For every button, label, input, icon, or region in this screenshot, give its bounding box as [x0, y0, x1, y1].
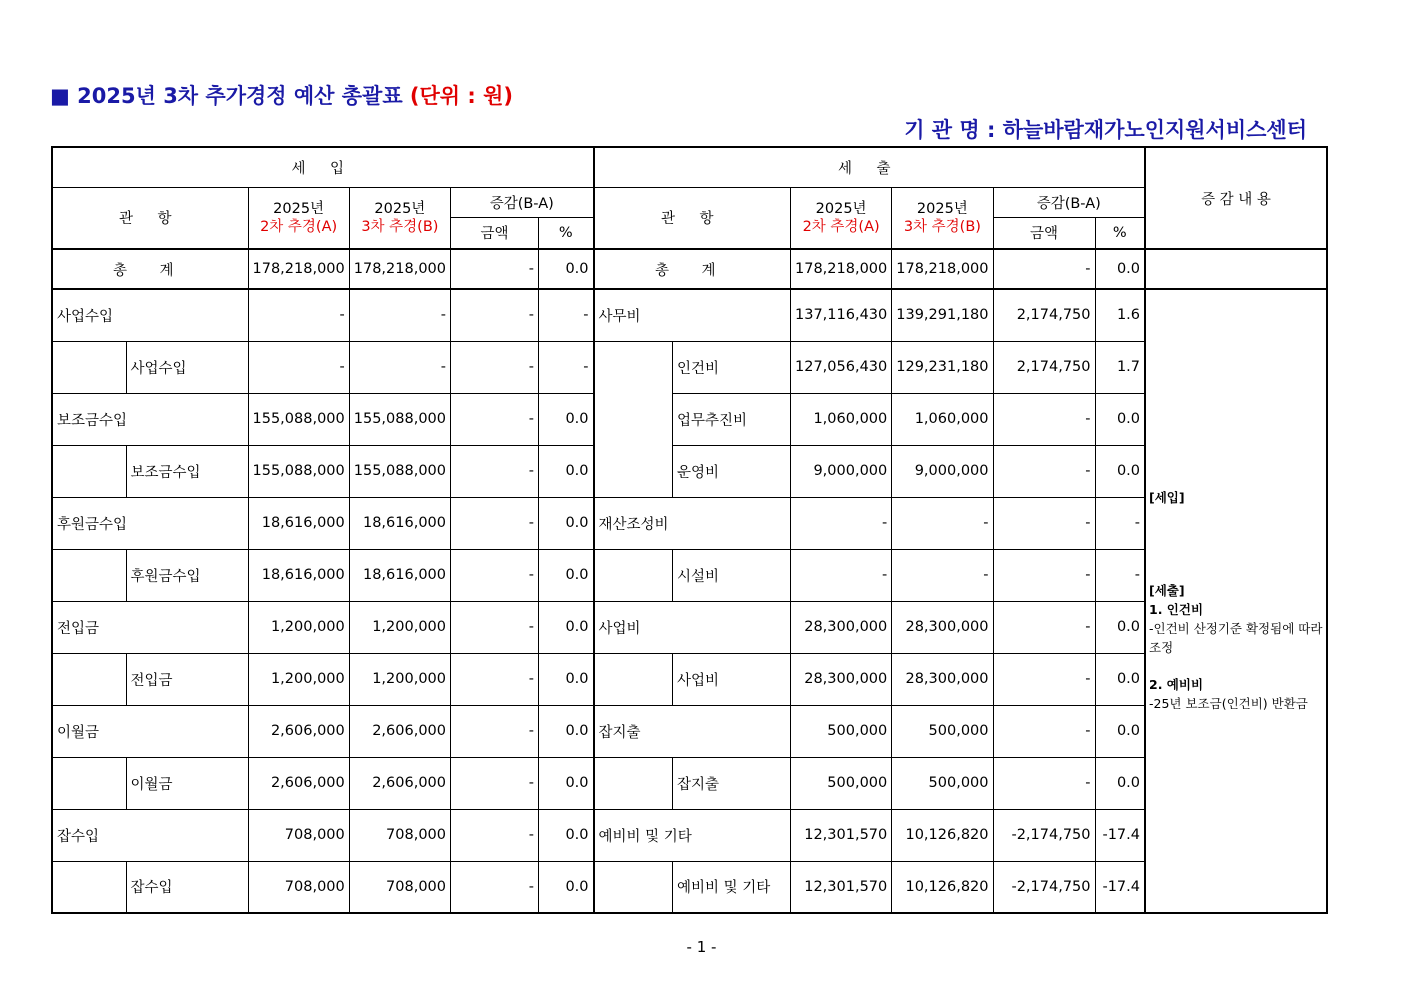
rev-pct: 0.0: [539, 549, 594, 601]
table-row: [52, 549, 1327, 601]
exp-pct: 0.0: [1095, 445, 1145, 497]
rev-pct: 0.0: [539, 757, 594, 809]
exp-change-header: 증감(B-A): [993, 187, 1145, 217]
rev-amount-b: -: [349, 341, 450, 393]
exp-diff: -2,174,750: [993, 861, 1095, 913]
rev-gwan-blank: [52, 861, 126, 913]
rev-hang-cell: 보조금수입: [126, 445, 248, 497]
notes-expense-header: [세출]: [1149, 583, 1185, 598]
exp-total-diff: -: [993, 249, 1095, 289]
notes-item1-text: -인건비 산정기준 확정됨에 따라 조정: [1149, 621, 1323, 655]
rev-amount-a: -: [248, 289, 349, 341]
rev-diff: -: [451, 757, 539, 809]
rev-gwan-cell: 잡수입: [52, 809, 248, 861]
exp-gwanhang-header: 관 항: [594, 187, 791, 249]
rev-pct: -: [539, 341, 594, 393]
exp-total-b: 178,218,000: [892, 249, 993, 289]
rev-col-a-label: 2차 추경(A): [260, 218, 338, 235]
notes-item2-title: 2. 예비비: [1149, 677, 1204, 692]
rev-hang-cell: 전입금: [126, 653, 248, 705]
exp-hang-cell: 업무추진비: [673, 393, 791, 445]
rev-hang-cell: 사업수입: [126, 341, 248, 393]
rev-total-label: 총 계: [52, 249, 248, 289]
exp-gwan-cell: 사무비: [594, 289, 791, 341]
rev-amount-b: -: [349, 289, 450, 341]
rev-amount-b: 1,200,000: [349, 653, 450, 705]
notes-item2-text: -25년 보조금(인건비) 반환금: [1149, 696, 1308, 711]
exp-gwan-blank: [594, 757, 673, 809]
rev-diff: -: [451, 341, 539, 393]
rev-hang-cell: 잡수입: [126, 861, 248, 913]
rev-amount-a: 708,000: [248, 809, 349, 861]
exp-pct: -: [1095, 549, 1145, 601]
table-row: [52, 653, 1327, 705]
table-row: [52, 341, 1327, 393]
rev-gwan-blank: [52, 653, 126, 705]
exp-hang-cell: 잡지출: [673, 757, 791, 809]
exp-amount-b: 129,231,180: [892, 341, 993, 393]
exp-gwan-blank: [594, 653, 673, 705]
exp-pct: 0.0: [1095, 705, 1145, 757]
exp-hang-cell: 인건비: [673, 341, 791, 393]
exp-hang-cell: 운영비: [673, 445, 791, 497]
rev-diff: -: [451, 705, 539, 757]
rev-amount-b: 155,088,000: [349, 393, 450, 445]
exp-diff: -2,174,750: [993, 809, 1095, 861]
budget-summary-table: [51, 146, 1328, 914]
exp-amount-b: 500,000: [892, 757, 993, 809]
notes-cell: [1145, 289, 1327, 913]
page-number: - 1 -: [686, 938, 717, 956]
exp-col-a-year: 2025년: [815, 200, 867, 217]
exp-amount-b: 10,126,820: [892, 861, 993, 913]
rev-gwan-cell: 보조금수입: [52, 393, 248, 445]
rev-amount-a: 708,000: [248, 861, 349, 913]
notes-header-label: 증 감 내 용: [1201, 192, 1271, 208]
revenue-header: 세 입: [52, 147, 594, 187]
exp-diff: -: [993, 549, 1095, 601]
exp-gwan-blank: [594, 341, 673, 497]
rev-col-b-label: 3차 추경(B): [361, 218, 439, 235]
rev-gwan-cell: 이월금: [52, 705, 248, 757]
title-unit: (단위 : 원): [409, 84, 513, 108]
exp-total-pct: 0.0: [1095, 249, 1145, 289]
exp-col-b-header: [892, 187, 993, 249]
exp-gwan-cell: 사업비: [594, 601, 791, 653]
rev-gwanhang-header: 관 항: [52, 187, 248, 249]
exp-diff: 2,174,750: [993, 289, 1095, 341]
table-row: [52, 601, 1327, 653]
exp-amount-b: 9,000,000: [892, 445, 993, 497]
rev-amount-a: 1,200,000: [248, 653, 349, 705]
exp-diff: -: [993, 497, 1095, 549]
exp-amount-a: 12,301,570: [791, 861, 892, 913]
table-row: [52, 705, 1327, 757]
exp-hang-cell: 시설비: [673, 549, 791, 601]
rev-amount-b: 708,000: [349, 861, 450, 913]
exp-amount-a: -: [791, 549, 892, 601]
exp-diff: -: [993, 705, 1095, 757]
exp-hang-cell: 예비비 및 기타: [673, 861, 791, 913]
rev-diff: -: [451, 289, 539, 341]
rev-gwan-blank: [52, 757, 126, 809]
total-row: [52, 249, 1327, 289]
rev-total-pct: 0.0: [539, 249, 594, 289]
exp-pct: 1.7: [1095, 341, 1145, 393]
exp-amount-b: 28,300,000: [892, 601, 993, 653]
rev-diff: -: [451, 601, 539, 653]
exp-amount-a: 28,300,000: [791, 601, 892, 653]
exp-col-a-header: [791, 187, 892, 249]
rev-diff: -: [451, 653, 539, 705]
exp-total-a: 178,218,000: [791, 249, 892, 289]
exp-amount-header: 금액: [993, 217, 1095, 249]
header-row-sections: [52, 147, 1327, 187]
exp-amount-a: 500,000: [791, 705, 892, 757]
rev-amount-b: 18,616,000: [349, 549, 450, 601]
rev-amount-a: 1,200,000: [248, 601, 349, 653]
rev-percent-header: %: [539, 217, 594, 249]
rev-pct: 0.0: [539, 809, 594, 861]
exp-amount-b: 1,060,000: [892, 393, 993, 445]
exp-pct: 0.0: [1095, 653, 1145, 705]
exp-amount-a: 9,000,000: [791, 445, 892, 497]
rev-total-diff: -: [451, 249, 539, 289]
rev-amount-b: 2,606,000: [349, 757, 450, 809]
rev-gwan-cell: 사업수입: [52, 289, 248, 341]
table-row: [52, 757, 1327, 809]
notes-revenue-header: [세입]: [1149, 490, 1185, 505]
exp-diff: -: [993, 445, 1095, 497]
exp-amount-a: -: [791, 497, 892, 549]
exp-amount-a: 28,300,000: [791, 653, 892, 705]
rev-total-a: 178,218,000: [248, 249, 349, 289]
table-row: [52, 445, 1327, 497]
exp-col-b-year: 2025년: [916, 200, 968, 217]
exp-gwan-cell: 잡지출: [594, 705, 791, 757]
rev-pct: 0.0: [539, 861, 594, 913]
notes-content: [1149, 290, 1323, 713]
exp-amount-a: 137,116,430: [791, 289, 892, 341]
exp-diff: -: [993, 757, 1095, 809]
rev-diff: -: [451, 445, 539, 497]
exp-diff: -: [993, 393, 1095, 445]
exp-gwan-blank: [594, 861, 673, 913]
rev-col-b-header: [349, 187, 450, 249]
rev-amount-b: 18,616,000: [349, 497, 450, 549]
exp-pct: 0.0: [1095, 393, 1145, 445]
rev-amount-a: 2,606,000: [248, 705, 349, 757]
exp-amount-b: 139,291,180: [892, 289, 993, 341]
table-row: [52, 289, 1327, 341]
exp-pct: 0.0: [1095, 601, 1145, 653]
exp-amount-a: 12,301,570: [791, 809, 892, 861]
exp-pct: 1.6: [1095, 289, 1145, 341]
exp-gwan-cell: 재산조성비: [594, 497, 791, 549]
rev-total-b: 178,218,000: [349, 249, 450, 289]
rev-amount-b: 155,088,000: [349, 445, 450, 497]
rev-pct: 0.0: [539, 445, 594, 497]
rev-amount-a: 155,088,000: [248, 445, 349, 497]
exp-pct: 0.0: [1095, 757, 1145, 809]
exp-amount-a: 1,060,000: [791, 393, 892, 445]
page-title: [50, 80, 513, 110]
notes-total-cell: [1145, 249, 1327, 289]
table-row: [52, 497, 1327, 549]
rev-gwan-blank: [52, 445, 126, 497]
rev-amount-a: 155,088,000: [248, 393, 349, 445]
table-row: [52, 809, 1327, 861]
rev-pct: 0.0: [539, 393, 594, 445]
rev-amount-b: 1,200,000: [349, 601, 450, 653]
exp-col-b-label: 3차 추경(B): [903, 218, 981, 235]
rev-change-header: 증감(B-A): [451, 187, 594, 217]
expense-header: 세 출: [594, 147, 1146, 187]
rev-pct: 0.0: [539, 705, 594, 757]
rev-amount-header: 금액: [451, 217, 539, 249]
exp-amount-b: -: [892, 497, 993, 549]
rev-amount-a: 18,616,000: [248, 549, 349, 601]
exp-pct: -: [1095, 497, 1145, 549]
exp-amount-b: 500,000: [892, 705, 993, 757]
header-row-columns: [52, 187, 1327, 217]
title-main: ■ 2025년 3차 추가경정 예산 총괄표: [50, 84, 403, 108]
rev-gwan-cell: 전입금: [52, 601, 248, 653]
rev-amount-b: 708,000: [349, 809, 450, 861]
exp-col-a-label: 2차 추경(A): [802, 218, 880, 235]
rev-gwan-blank: [52, 549, 126, 601]
rev-diff: -: [451, 809, 539, 861]
exp-pct: -17.4: [1095, 861, 1145, 913]
rev-gwan-blank: [52, 341, 126, 393]
exp-gwan-cell: 예비비 및 기타: [594, 809, 791, 861]
rev-pct: 0.0: [539, 497, 594, 549]
exp-percent-header: %: [1095, 217, 1145, 249]
exp-gwan-blank: [594, 549, 673, 601]
exp-amount-b: 10,126,820: [892, 809, 993, 861]
exp-hang-cell: 사업비: [673, 653, 791, 705]
exp-diff: -: [993, 601, 1095, 653]
rev-amount-a: -: [248, 341, 349, 393]
rev-gwan-cell: 후원금수입: [52, 497, 248, 549]
exp-total-label: 총 계: [594, 249, 791, 289]
rev-amount-a: 2,606,000: [248, 757, 349, 809]
organization-name: 기 관 명 : 하늘바람재가노인지원서비스센터: [904, 118, 1307, 142]
notes-item1-title: 1. 인건비: [1149, 602, 1204, 617]
exp-amount-b: -: [892, 549, 993, 601]
rev-col-b-year: 2025년: [374, 200, 426, 217]
rev-diff: -: [451, 549, 539, 601]
exp-pct: -17.4: [1095, 809, 1145, 861]
rev-col-a-year: 2025년: [273, 200, 325, 217]
rev-diff: -: [451, 497, 539, 549]
rev-amount-a: 18,616,000: [248, 497, 349, 549]
exp-amount-a: 500,000: [791, 757, 892, 809]
rev-hang-cell: 후원금수입: [126, 549, 248, 601]
table-row: [52, 393, 1327, 445]
rev-col-a-header: [248, 187, 349, 249]
exp-amount-a: 127,056,430: [791, 341, 892, 393]
rev-diff: -: [451, 393, 539, 445]
exp-diff: -: [993, 653, 1095, 705]
rev-pct: 0.0: [539, 601, 594, 653]
rev-amount-b: 2,606,000: [349, 705, 450, 757]
rev-diff: -: [451, 861, 539, 913]
table-row: [52, 861, 1327, 913]
notes-header: [1145, 147, 1327, 249]
rev-pct: -: [539, 289, 594, 341]
exp-diff: 2,174,750: [993, 341, 1095, 393]
exp-amount-b: 28,300,000: [892, 653, 993, 705]
rev-hang-cell: 이월금: [126, 757, 248, 809]
rev-pct: 0.0: [539, 653, 594, 705]
